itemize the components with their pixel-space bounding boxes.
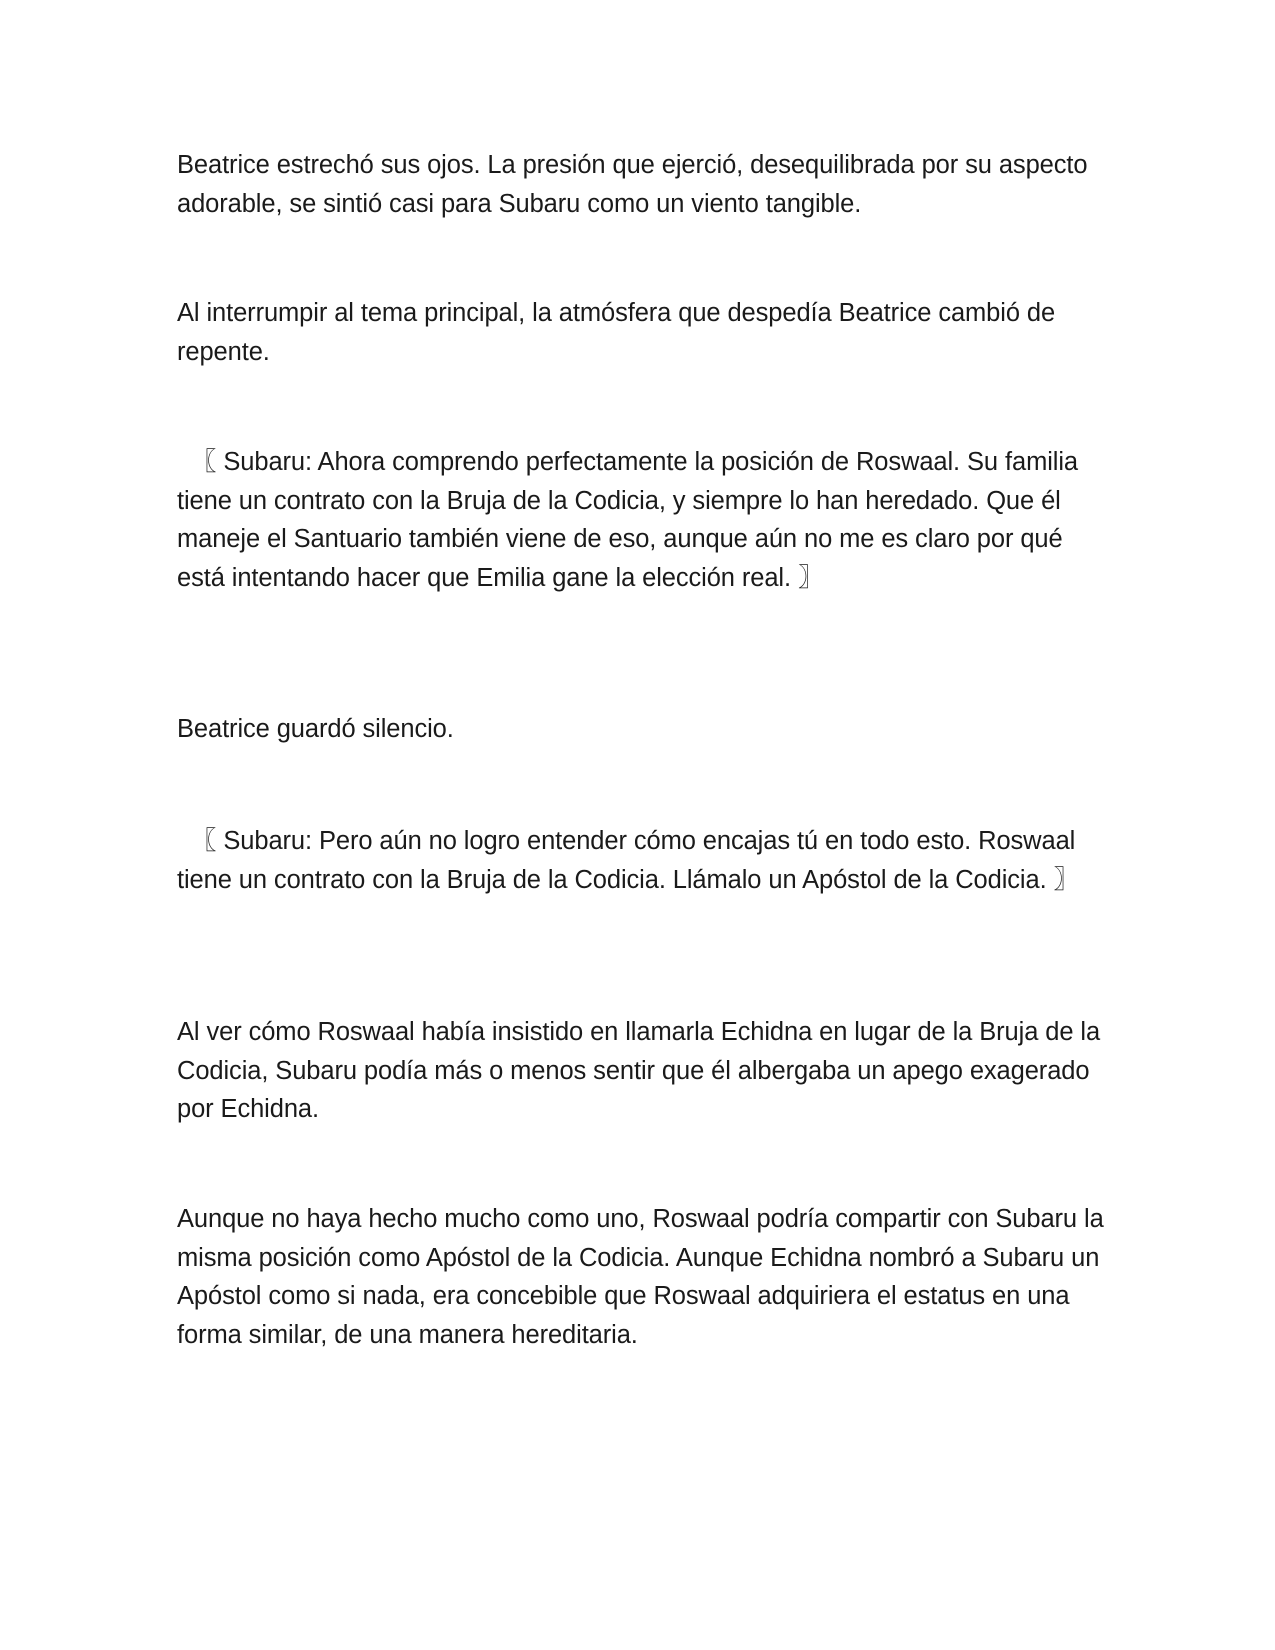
- dialogue-paragraph-2: 〖 Subaru: Pero aún no logro entender cómo encajas tú en todo esto. Roswaal tiene un contrato con la Bruja de la Codicia. Llámalo un Apóstol de la Codicia. 〗: [177, 827, 1083, 894]
- paragraph-3: Beatrice guardó silencio.: [177, 715, 454, 743]
- dialogue-paragraph-1: 〖 Subaru: Ahora comprendo perfectamente la posición de Roswaal. Su familia tiene un contrato con la Bruja de la Codicia, y siempre lo han heredado. Que él maneje el Santuario también viene de eso, aunque aún no me es claro por qué está intentando hacer que Emilia gane la elección real. 〗: [177, 448, 1085, 592]
- paragraph-2: Al interrumpir al tema principal, la atmósfera que despedía Beatrice cambió de repente.: [177, 299, 1063, 366]
- paragraph-1: Beatrice estrechó sus ojos. La presión que ejerció, desequilibrada por su aspecto adorable, se sintió casi para Subaru como un viento tangible.: [177, 151, 1095, 218]
- paragraph-4: Al ver cómo Roswaal había insistido en llamarla Echidna en lugar de la Bruja de la Codicia, Subaru podía más o menos sentir que él albergaba un apego exagerado por Echidna.: [177, 1018, 1108, 1123]
- paragraph-5: Aunque no haya hecho mucho como uno, Roswaal podría compartir con Subaru la misma posición como Apóstol de la Codicia. Aunque Echidna nombró a Subaru un Apóstol como si nada, era concebible que Roswaal adquiriera el estatus en una forma similar, de una manera hereditaria.: [177, 1205, 1111, 1349]
